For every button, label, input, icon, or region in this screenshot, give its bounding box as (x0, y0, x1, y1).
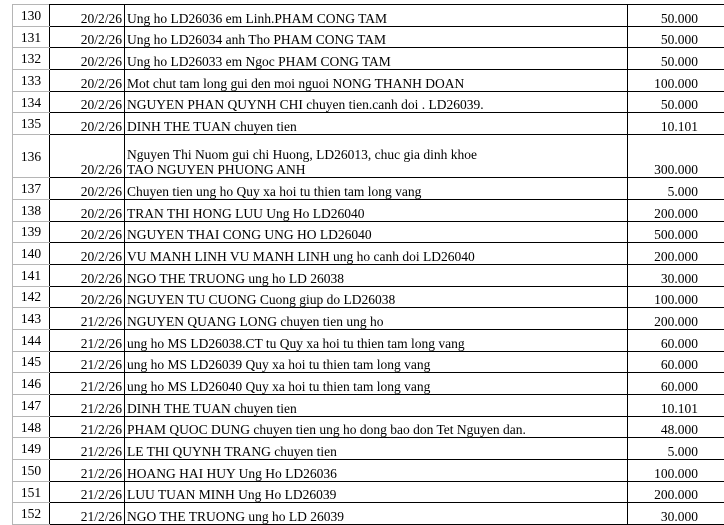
row-number-cell[interactable]: 147 (13, 395, 50, 417)
description-cell[interactable] (125, 373, 628, 395)
amount-cell[interactable]: 10.101 (628, 113, 724, 135)
description-cell[interactable] (125, 416, 628, 438)
description-cell[interactable] (125, 221, 628, 243)
amount-cell[interactable]: 5.000 (628, 438, 724, 460)
table-row (13, 243, 724, 265)
date-cell[interactable]: 20/2/26 (50, 5, 125, 27)
row-number-cell[interactable]: 131 (13, 26, 50, 48)
description-cell[interactable] (125, 503, 628, 525)
amount-cell[interactable]: 200.000 (628, 243, 724, 265)
description-cell[interactable] (125, 481, 628, 503)
description-cell[interactable] (125, 48, 628, 70)
date-cell[interactable]: 20/2/26 (50, 26, 125, 48)
description-line: HOANG HAI HUY Ung Ho LD26036 (127, 466, 624, 481)
donation-table (12, 4, 724, 525)
date-cell[interactable]: 20/2/26 (50, 113, 125, 135)
description-line: TAO NGUYEN PHUONG ANH (127, 162, 624, 177)
table-row (13, 48, 724, 70)
description-cell[interactable] (125, 395, 628, 417)
table-row (13, 395, 724, 417)
amount-cell[interactable]: 100.000 (628, 460, 724, 482)
row-number-cell[interactable]: 130 (13, 5, 50, 27)
table-row (13, 264, 724, 286)
description-cell[interactable] (125, 26, 628, 48)
table-row (13, 178, 724, 200)
donation-table-body (13, 5, 724, 525)
date-cell[interactable]: 20/2/26 (50, 264, 125, 286)
date-cell[interactable]: 21/2/26 (50, 308, 125, 330)
description-line: LUU TUAN MINH Ung Ho LD26039 (127, 487, 624, 502)
date-cell[interactable]: 20/2/26 (50, 135, 125, 178)
description-cell[interactable] (125, 264, 628, 286)
amount-cell[interactable]: 50.000 (628, 48, 724, 70)
row-number-cell[interactable]: 136 (13, 135, 50, 178)
amount-cell[interactable]: 10.101 (628, 395, 724, 417)
table-row (13, 199, 724, 221)
description-line: ung ho MS LD26040 Quy xa hoi tu thien tam long vang (127, 379, 624, 394)
table-row (13, 70, 724, 92)
row-number-cell[interactable]: 151 (13, 481, 50, 503)
amount-cell[interactable]: 300.000 (628, 135, 724, 178)
description-line: LE THI QUYNH TRANG chuyen tien (127, 444, 624, 459)
table-row (13, 503, 724, 525)
row-number-cell[interactable]: 134 (13, 91, 50, 113)
amount-cell[interactable]: 60.000 (628, 329, 724, 351)
row-number-cell[interactable]: 149 (13, 438, 50, 460)
description-cell[interactable] (125, 199, 628, 221)
date-cell[interactable]: 21/2/26 (50, 416, 125, 438)
table-row (13, 91, 724, 113)
date-cell[interactable]: 20/2/26 (50, 48, 125, 70)
description-cell[interactable] (125, 351, 628, 373)
description-cell[interactable] (125, 135, 628, 178)
table-row (13, 329, 724, 351)
row-number-cell[interactable]: 142 (13, 286, 50, 308)
description-line: Ung ho LD26033 em Ngoc PHAM CONG TAM (127, 54, 624, 69)
row-number-cell[interactable]: 152 (13, 503, 50, 525)
description-line: ung ho MS LD26039 Quy xa hoi tu thien tam long vang (127, 357, 624, 372)
description-line: NGUYEN THAI CONG UNG HO LD26040 (127, 227, 624, 242)
table-row (13, 438, 724, 460)
table-row (13, 460, 724, 482)
date-cell[interactable]: 21/2/26 (50, 481, 125, 503)
row-number-cell[interactable]: 150 (13, 460, 50, 482)
description-cell[interactable] (125, 5, 628, 27)
amount-cell[interactable]: 5.000 (628, 178, 724, 200)
date-cell[interactable]: 21/2/26 (50, 460, 125, 482)
description-cell[interactable] (125, 438, 628, 460)
table-row (13, 221, 724, 243)
table-row (13, 26, 724, 48)
amount-cell[interactable]: 200.000 (628, 199, 724, 221)
description-cell[interactable] (125, 178, 628, 200)
description-cell[interactable] (125, 329, 628, 351)
description-line: DINH THE TUAN chuyen tien (127, 401, 624, 416)
amount-cell[interactable]: 50.000 (628, 91, 724, 113)
amount-cell[interactable]: 60.000 (628, 351, 724, 373)
row-number-cell[interactable]: 135 (13, 113, 50, 135)
row-number-cell[interactable]: 140 (13, 243, 50, 265)
amount-cell[interactable]: 48.000 (628, 416, 724, 438)
description-line: Chuyen tien ung ho Quy xa hoi tu thien tam long vang (127, 184, 624, 199)
table-row (13, 373, 724, 395)
row-number-cell[interactable]: 141 (13, 264, 50, 286)
row-number-cell[interactable]: 132 (13, 48, 50, 70)
date-cell[interactable]: 20/2/26 (50, 221, 125, 243)
description-line: DINH THE TUAN chuyen tien (127, 119, 624, 134)
table-row (13, 135, 724, 178)
row-number-cell[interactable]: 144 (13, 329, 50, 351)
date-cell[interactable]: 21/2/26 (50, 373, 125, 395)
row-number-cell[interactable]: 133 (13, 70, 50, 92)
description-line: Nguyen Thi Nuom gui chi Huong, LD26013, chuc gia dinh khoe (127, 147, 624, 162)
description-line: Ung ho LD26036 em Linh.PHAM CONG TAM (127, 11, 624, 26)
row-number-cell[interactable]: 146 (13, 373, 50, 395)
table-row (13, 5, 724, 27)
row-number-cell[interactable]: 143 (13, 308, 50, 330)
amount-cell[interactable]: 100.000 (628, 286, 724, 308)
date-cell[interactable]: 21/2/26 (50, 503, 125, 525)
row-number-cell[interactable]: 139 (13, 221, 50, 243)
description-line: PHAM QUOC DUNG chuyen tien ung ho dong bao don Tet Nguyen dan. (127, 422, 624, 437)
date-cell[interactable]: 21/2/26 (50, 329, 125, 351)
date-cell[interactable]: 21/2/26 (50, 438, 125, 460)
description-cell[interactable] (125, 460, 628, 482)
description-cell[interactable] (125, 70, 628, 92)
date-cell[interactable]: 20/2/26 (50, 70, 125, 92)
amount-cell[interactable]: 100.000 (628, 70, 724, 92)
table-row (13, 351, 724, 373)
date-cell[interactable]: 20/2/26 (50, 178, 125, 200)
description-line: ung ho MS LD26038.CT tu Quy xa hoi tu thien tam long vang (127, 336, 624, 351)
row-number-cell[interactable]: 138 (13, 199, 50, 221)
date-cell[interactable]: 20/2/26 (50, 243, 125, 265)
table-row (13, 481, 724, 503)
row-number-cell[interactable]: 148 (13, 416, 50, 438)
amount-cell[interactable]: 50.000 (628, 5, 724, 27)
description-line: NGO THE TRUONG ung ho LD 26038 (127, 271, 624, 286)
row-number-cell[interactable]: 137 (13, 178, 50, 200)
description-cell[interactable] (125, 243, 628, 265)
table-row (13, 113, 724, 135)
date-cell[interactable]: 21/2/26 (50, 351, 125, 373)
description-line: VU MANH LINH VU MANH LINH ung ho canh doi LD26040 (127, 249, 624, 264)
table-row (13, 416, 724, 438)
description-line: NGUYEN TU CUONG Cuong giup do LD26038 (127, 292, 624, 307)
amount-cell[interactable]: 30.000 (628, 264, 724, 286)
description-cell[interactable] (125, 308, 628, 330)
table-row (13, 308, 724, 330)
description-cell[interactable] (125, 113, 628, 135)
date-cell[interactable]: 21/2/26 (50, 395, 125, 417)
description-line: NGUYEN PHAN QUYNH CHI chuyen tien.canh doi . LD26039. (127, 97, 624, 112)
amount-cell[interactable]: 50.000 (628, 26, 724, 48)
amount-cell[interactable]: 60.000 (628, 373, 724, 395)
amount-cell[interactable]: 200.000 (628, 481, 724, 503)
amount-cell[interactable]: 30.000 (628, 503, 724, 525)
table-row (13, 286, 724, 308)
row-number-cell[interactable]: 145 (13, 351, 50, 373)
description-line: TRAN THI HONG LUU Ung Ho LD26040 (127, 206, 624, 221)
date-cell[interactable]: 20/2/26 (50, 199, 125, 221)
description-line: Mot chut tam long gui den moi nguoi NONG THANH DOAN (127, 76, 624, 91)
amount-cell[interactable]: 200.000 (628, 308, 724, 330)
description-line: Ung ho LD26034 anh Tho PHAM CONG TAM (127, 32, 624, 47)
description-cell[interactable] (125, 91, 628, 113)
description-line: NGUYEN QUANG LONG chuyen tien ung ho (127, 314, 624, 329)
date-cell[interactable]: 20/2/26 (50, 91, 125, 113)
amount-cell[interactable]: 500.000 (628, 221, 724, 243)
description-cell[interactable] (125, 286, 628, 308)
date-cell[interactable]: 20/2/26 (50, 286, 125, 308)
description-line: NGO THE TRUONG ung ho LD 26039 (127, 509, 624, 524)
